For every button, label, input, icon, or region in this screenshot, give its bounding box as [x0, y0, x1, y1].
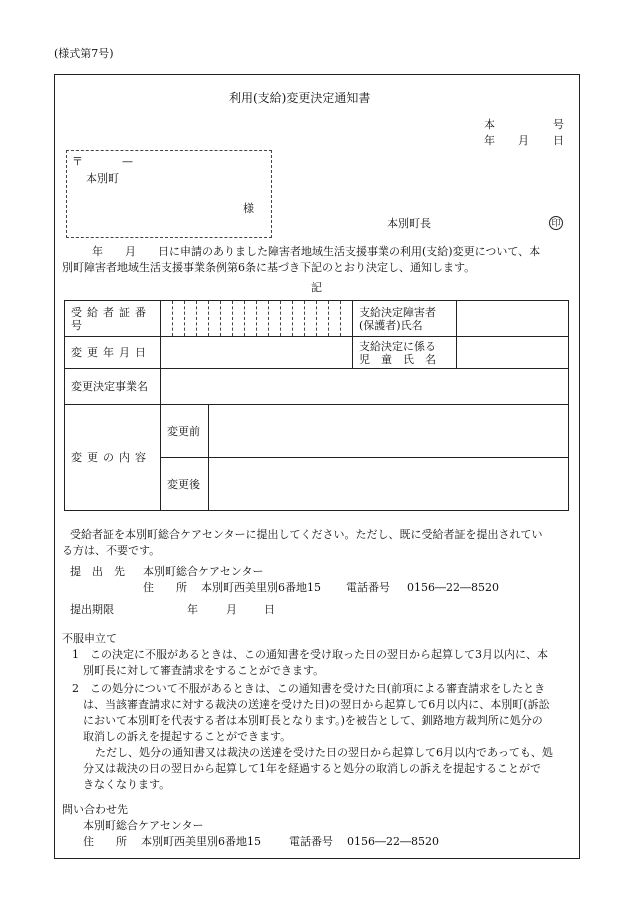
doc-date-day: 日 — [553, 134, 564, 147]
sender-title: 本別町長 — [387, 217, 431, 230]
objection-heading: 不服申立て — [62, 632, 117, 645]
objection-item2-line1: 2 この処分について不服があるときは、この通知書を受けた日(前項による審査請求をしたとき — [72, 682, 546, 695]
objection-item2-line6: 分又は裁決の日の翌日から起算して1年を経過すると処分の取消しの訴えを提起することがで — [83, 762, 541, 775]
submit-phone-label: 電話番号 — [346, 581, 390, 594]
submit-to-name: 本別町総合ケアセンター — [143, 565, 264, 578]
contact-phone: 0156―22―8520 — [347, 835, 439, 848]
decision-table — [64, 300, 569, 511]
intro-line-2: 別町障害者地域生活支援事業条例第6条に基づき下記のとおり決定し、通知します。 — [62, 261, 476, 274]
objection-item2-line5: ただし、処分の通知書又は裁決の送達を受けた日の翌日から起算して6月以内であっても、処 — [95, 746, 553, 759]
recipient-honorific: 様 — [243, 202, 254, 215]
service-name-field[interactable] — [161, 369, 569, 405]
seal-mark: 印 — [549, 216, 563, 230]
postal-dash: — — [122, 155, 133, 168]
recipient-id-label: 受給者証番号 — [65, 301, 161, 337]
doc-date-month: 月 — [518, 134, 529, 147]
disabled-person-label: 支給決定障害者 (保護者)氏名 — [353, 301, 457, 337]
contact-address: 本別町西美里別6番地15 — [141, 835, 261, 848]
deadline-day: 日 — [264, 603, 275, 616]
change-content-label: 変更の内容 — [65, 405, 161, 511]
objection-item2-line2: は、当該審査請求に対する裁決の送達を受けた日)の翌日から起算して6月以内に、本別町(訴訟 — [83, 698, 550, 711]
after-label: 変更後 — [161, 458, 209, 511]
contact-heading: 問い合わせ先 — [62, 803, 128, 816]
doc-number-prefix: 本 — [484, 118, 495, 131]
submit-address: 本別町西美里別6番地15 — [201, 581, 321, 594]
objection-item2-line7: きなくなります。 — [83, 778, 171, 791]
child-name-label: 支給決定に係る 児 童 氏 名 — [353, 337, 457, 369]
postal-mark: 〒 — [72, 155, 83, 168]
submit-note-line-2: る方は、不要です。 — [62, 544, 161, 557]
submit-note-line-1: 受給者証を本別町総合ケアセンターに提出してください。ただし、既に受給者証を提出されてい — [70, 528, 543, 541]
objection-item2-line3: において本別町を代表する者は本別町長となります。)を被告として、釧路地方裁判所に処分の — [83, 714, 543, 727]
submit-to-label: 提 出 先 — [70, 565, 125, 578]
before-label: 変更前 — [161, 405, 209, 458]
intro-line-1: 年 月 日に申請のありました障害者地域生活支援事業の利用(支給)変更について、本 — [92, 245, 541, 258]
objection-item2-line4: 取消しの訴えを提起することができます。 — [83, 730, 292, 743]
child-name-field[interactable] — [457, 337, 569, 369]
submit-phone: 0156―22―8520 — [407, 581, 499, 594]
service-name-label: 変更決定事業名 — [65, 369, 161, 405]
change-date-label: 変更年月日 — [65, 337, 161, 369]
contact-address-label: 住 所 — [83, 835, 127, 848]
form-number: (様式第7号) — [54, 47, 114, 60]
contact-phone-label: 電話番号 — [289, 835, 333, 848]
recipient-town: 本別町 — [86, 172, 119, 185]
submit-address-label: 住 所 — [143, 581, 187, 594]
change-date-field[interactable] — [161, 337, 353, 369]
deadline-year: 年 — [187, 603, 198, 616]
objection-item1-line2: 別町長に対して審査請求をすることができます。 — [83, 664, 325, 677]
deadline-month: 月 — [226, 603, 237, 616]
doc-date-year: 年 — [484, 134, 495, 147]
document-title: 利用(支給)変更決定通知書 — [229, 91, 371, 105]
doc-number-suffix: 号 — [553, 118, 564, 131]
before-field[interactable] — [209, 405, 569, 458]
recipient-id-digits[interactable] — [161, 301, 353, 337]
recipient-address-box — [66, 150, 272, 238]
ki-label: 記 — [311, 281, 322, 294]
deadline-label: 提出期限 — [70, 603, 114, 616]
objection-item1-line1: 1 この決定に不服があるときは、この通知書を受け取った日の翌日から起算して3月以内に、本 — [72, 648, 548, 661]
after-field[interactable] — [209, 458, 569, 511]
contact-name: 本別町総合ケアセンター — [83, 819, 204, 832]
disabled-person-name-field[interactable] — [457, 301, 569, 337]
